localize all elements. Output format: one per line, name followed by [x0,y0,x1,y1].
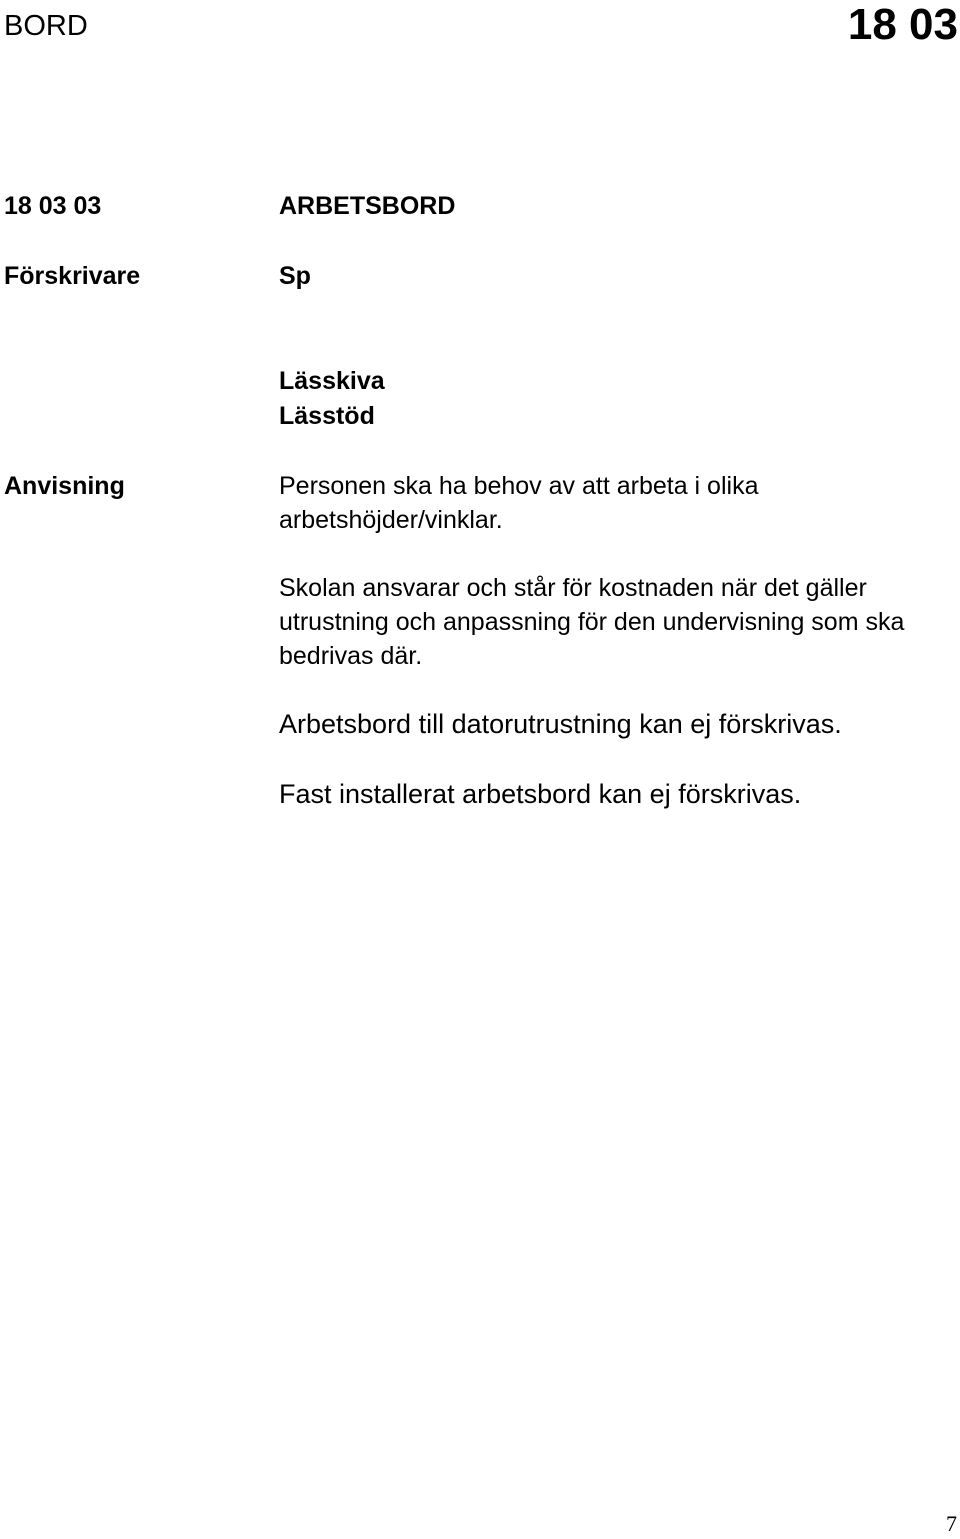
header-category: BORD [4,10,88,42]
product-name: ARBETSBORD [279,192,456,220]
instruction-paragraph: Personen ska ha behov av att arbeta i olika arbetshöjder/vinklar. [279,472,759,534]
accessory-item: Lässtöd [279,402,375,430]
header-code: 18 03 [847,0,958,49]
prescriber-label: Förskrivare [4,262,141,290]
instruction-paragraph: Skolan ansvarar och står för kostnaden när det gäller utrustning och anpassning för den undervisning som ska bedrivas där. [279,574,905,670]
accessory-item: Lässkiva [279,367,385,395]
instructions-label: Anvisning [4,472,125,500]
instruction-paragraph: Arbetsbord till datorutrustning kan ej förskrivas. [279,709,842,739]
page-number: 7 [946,1511,957,1536]
product-code: 18 03 03 [4,192,102,220]
prescriber-value: Sp [279,262,311,290]
instruction-paragraph: Fast installerat arbetsbord kan ej förskrivas. [279,779,802,809]
